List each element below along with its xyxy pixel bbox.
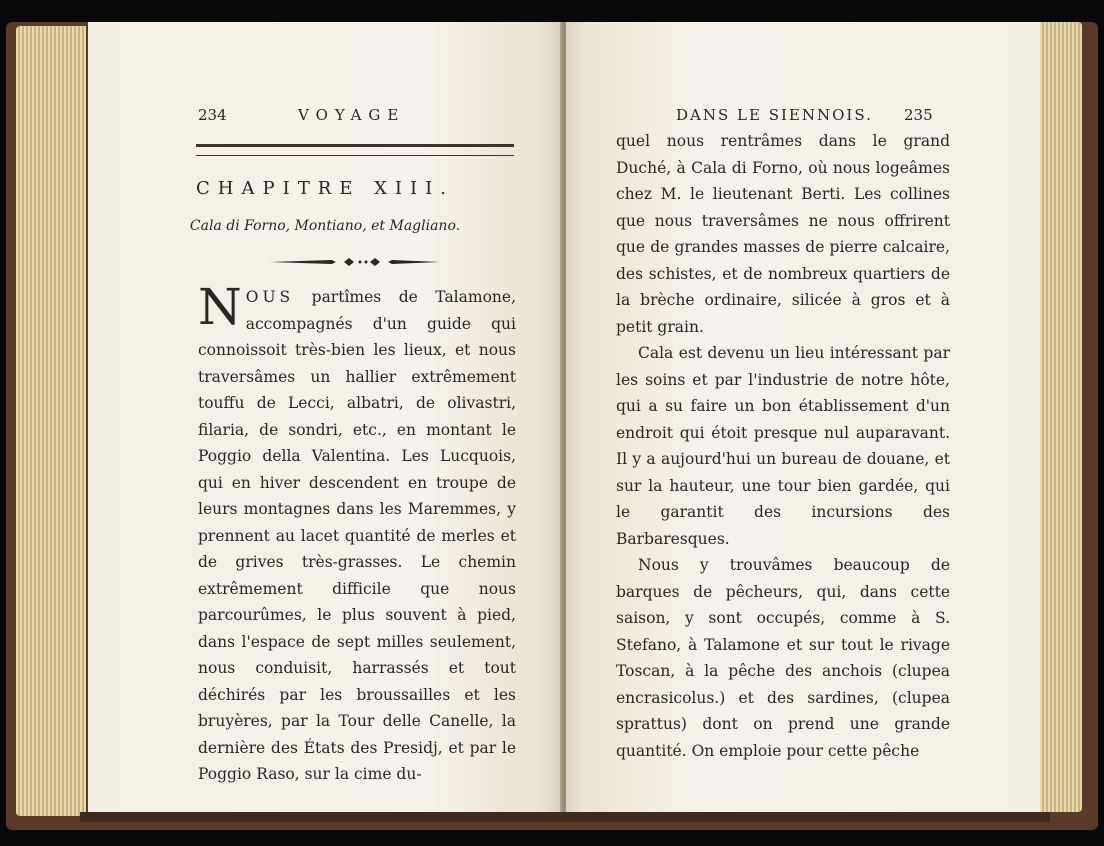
right-page-number: 235 <box>904 106 933 124</box>
left-page-number: 234 <box>198 106 227 124</box>
ornament-divider <box>270 254 440 270</box>
paragraph: Cala est devenu un lieu intéressant par les soins et par l'industrie de notre hôte, qui a su faire un bon établissement d'un endroit qui étoit presque nul auparavant. Il y a aujourd'hui un bureau de douane, et sur la hauteur, une tour bien gardée, qui le garantit des incursions des Barbaresques. <box>616 344 950 548</box>
paragraph: quel nous rentrâmes dans le grand Duché, à Cala di Forno, où nous logeâmes chez M. le lieutenant Berti. Les collines que nous traversâmes ne nous offrirent que de grandes masses de pierre calcaire, des schistes, et de nombreux quartiers de la brèche ordinaire, silicée à gros et à petit grain. <box>616 132 950 336</box>
drop-cap: N <box>198 278 242 336</box>
left-running-title: VOYAGE <box>298 106 406 124</box>
left-page <box>88 22 562 822</box>
left-body-text <box>198 278 516 788</box>
lead-word: OUS <box>245 288 295 306</box>
chapter-subtitle: Cala di Forno, Montiano, et Magliano. <box>189 218 461 234</box>
left-paragraph: partîmes de Talamone, accompagnés d'un guide qui connoissoit très-bien les lieux, et nous traversâmes un hallier extrêmement touffu de Lecci, albatri, de olivastri, filaria, de sondri, etc., en montant le Poggio della Valentina. Les Lucquois, qui en hiver descendent en troupe de leurs montagnes dans les Maremmes, y prennent au lacet quantité de merles et de grives très-grasses. Le chemin extrêmement difficile que nous parcourûmes, le plus souvent à pied, dans l'espace de sept milles seulement, nous conduisit, harrassés et tout déchirés par les broussailles et les bruyères, par la Tour delle Canelle, la dernière des États des Presidj, et par le Poggio Raso, sur la cime du- <box>198 288 516 783</box>
paragraph: Nous y trouvâmes beaucoup de barques de pêcheurs, qui, dans cette saison, y sont occupés, comme à S. Stefano, à Talamone et sur tout le rivage Toscan, à la pêche des anchois (clupea encrasicolus.) et des sardines, (clupea sprattus) dont on prend une grande quantité. On emploie pour cette pêche <box>616 556 950 760</box>
page-edges-left <box>16 26 86 816</box>
right-body-text <box>616 128 950 764</box>
chapter-title: CHAPITRE XIII. <box>196 178 454 199</box>
right-running-title: DANS LE SIENNOIS. <box>676 106 873 124</box>
right-page <box>566 22 1040 822</box>
book-bottom-edge <box>80 812 1050 822</box>
page-edges-right <box>1038 22 1082 812</box>
header-rule <box>196 144 514 156</box>
